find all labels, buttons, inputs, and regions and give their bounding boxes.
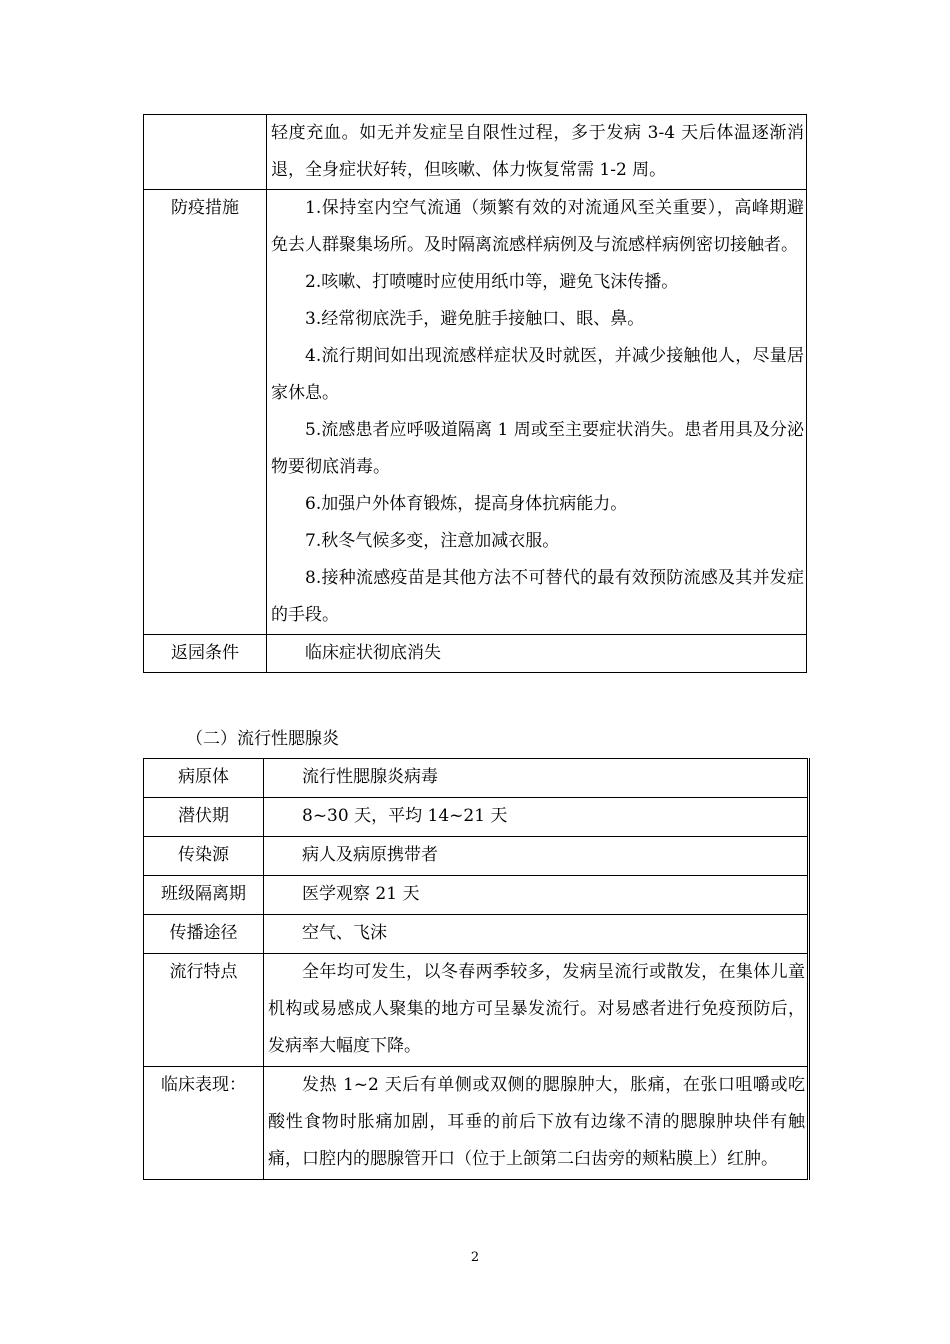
table-row: [144, 915, 809, 954]
row-content: [264, 837, 809, 876]
table-row: [144, 837, 809, 876]
paragraph: 全年均可发生，以冬春两季较多，发病呈流行或散发，在集体儿童机构或易感成人聚集的地方可呈暴发流行。对易感者进行免疫预防后，发病率大幅度下降。: [268, 962, 805, 1056]
row-content: [264, 1067, 809, 1180]
row-content: [264, 759, 809, 798]
table-row: [144, 876, 809, 915]
paragraph: 临床症状彻底消失: [305, 643, 441, 663]
row-label: 传染源: [144, 837, 264, 876]
paragraph: 空气、飞沫: [302, 923, 387, 943]
row-label: 临床表现：: [144, 1067, 264, 1180]
row-label: 流行特点: [144, 954, 264, 1067]
row-label: 传播途径: [144, 915, 264, 954]
table-row: [144, 759, 809, 798]
paragraph: 2.咳嗽、打喷嚏时应使用纸巾等，避免飞沫传播。: [305, 272, 679, 292]
paragraph: 医学观察 21 天: [302, 884, 420, 904]
paragraph: 7.秋冬气候多变，注意加减衣服。: [305, 531, 560, 551]
row-label: 病原体: [144, 759, 264, 798]
paragraph: 轻度充血。如无并发症呈自限性过程，多于发病 3-4 天后体温逐渐消退，全身症状好转，但咳嗽、体力恢复常需 1-2 周。: [271, 123, 804, 180]
paragraph: 6.加强户外体育锻炼，提高身体抗病能力。: [305, 494, 628, 514]
paragraph: 3.经常彻底洗手，避免脏手接触口、眼、鼻。: [305, 309, 645, 329]
row-content: [264, 915, 809, 954]
table-row: [144, 635, 807, 673]
row-label: [144, 115, 267, 190]
table-row: [144, 190, 807, 635]
page-number: 2: [470, 1250, 480, 1265]
row-content: [267, 190, 807, 635]
section-heading: （二）流行性腮腺炎: [186, 729, 339, 749]
influenza-table-continued: [143, 114, 807, 673]
paragraph: 8.接种流感疫苗是其他方法不可替代的最有效预防流感及其并发症的手段。: [271, 568, 804, 625]
paragraph: 1.保持室内空气流通（频繁有效的对流通风至关重要），高峰期避免去人群聚集场所。及时隔离流感样病例及与流感样病例密切接触者。: [271, 198, 804, 255]
paragraph: 5.流感患者应呼吸道隔离 1 周或至主要症状消失。患者用具及分泌物要彻底消毒。: [271, 420, 804, 477]
paragraph: 4.流行期间如出现流感样症状及时就医，并减少接触他人，尽量居家休息。: [271, 346, 804, 403]
table-row: [144, 798, 809, 837]
row-content: [267, 635, 807, 673]
table-row: [144, 115, 807, 190]
mumps-table: [143, 758, 810, 1180]
table-row: [144, 954, 809, 1067]
paragraph: 流行性腮腺炎病毒: [302, 767, 438, 787]
row-content: [264, 876, 809, 915]
paragraph: 发热 1~2 天后有单侧或双侧的腮腺肿大，胀痛，在张口咀嚼或吃酸性食物时胀痛加剧，耳垂的前后下放有边缘不清的腮腺肿块伴有触痛，口腔内的腮腺管开口（位于上颌第二臼齿旁的颊粘膜上）红肿。: [268, 1075, 805, 1169]
table-row: [144, 1067, 809, 1180]
row-label: 返园条件: [144, 635, 267, 673]
row-content: [264, 798, 809, 837]
paragraph: 8~30 天，平均 14~21 天: [302, 806, 508, 826]
row-content: [264, 954, 809, 1067]
row-content: [267, 115, 807, 190]
paragraph: 病人及病原携带者: [302, 845, 438, 865]
row-label: 潜伏期: [144, 798, 264, 837]
row-label: 班级隔离期: [144, 876, 264, 915]
row-label: 防疫措施: [144, 190, 267, 635]
